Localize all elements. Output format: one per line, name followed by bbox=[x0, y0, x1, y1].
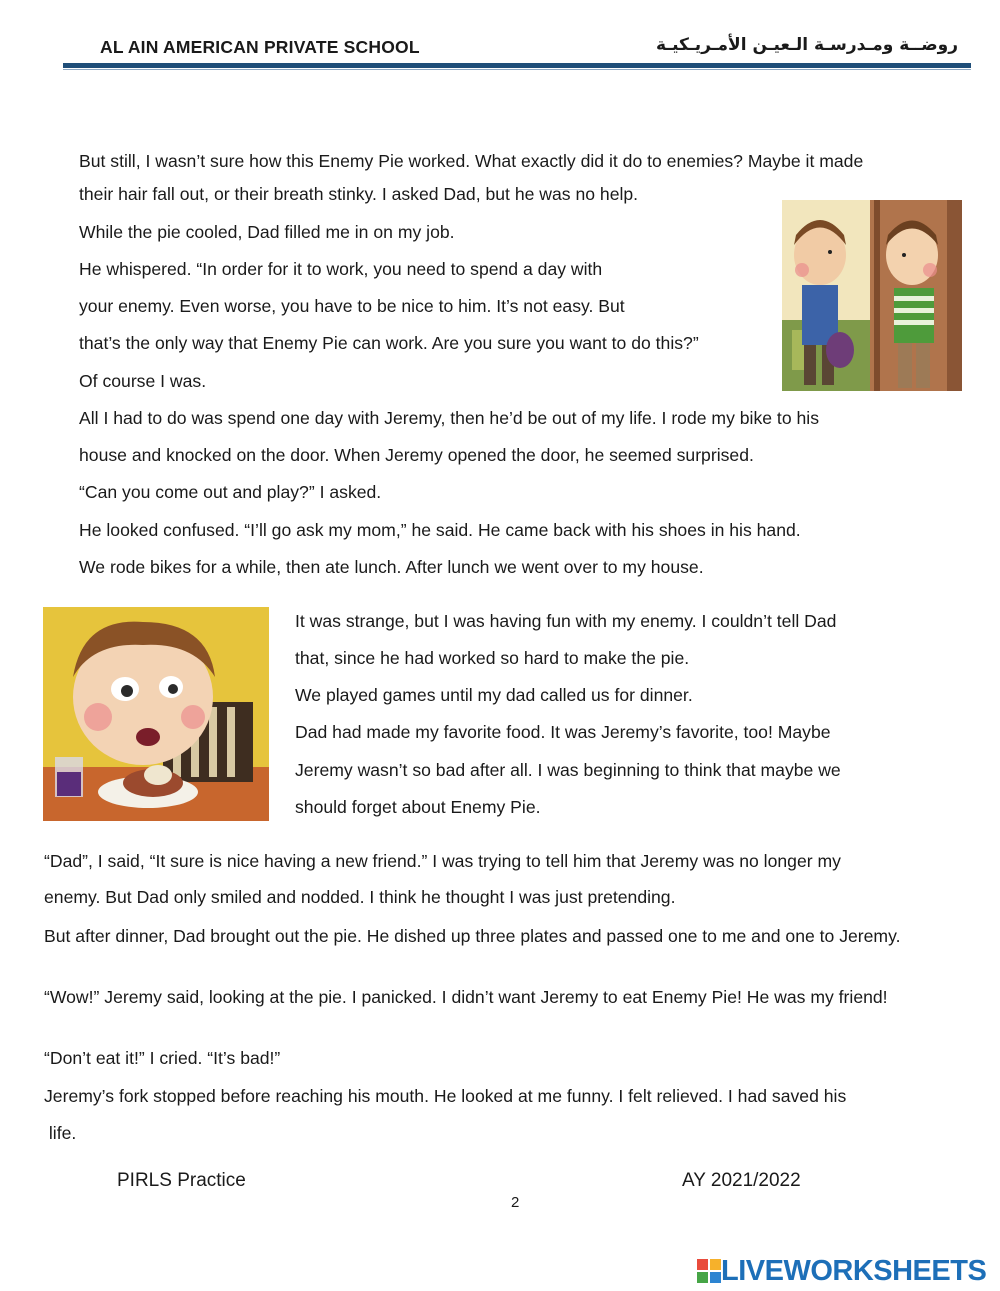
story-line: We played games until my dad called us for dinner. bbox=[295, 685, 693, 705]
story-line: Jeremy wasn’t so bad after all. I was beginning to think that maybe we bbox=[295, 760, 841, 780]
story-line: While the pie cooled, Dad filled me in on my job. bbox=[79, 222, 455, 242]
illustration-boys-at-door bbox=[782, 200, 962, 391]
story-line: life. bbox=[44, 1123, 77, 1143]
illustration-boy-eating bbox=[43, 607, 269, 821]
liveworksheets-logo bbox=[697, 1256, 986, 1286]
story-line: Of course I was. bbox=[79, 371, 207, 391]
story-line: that, since he had worked so hard to make the pie. bbox=[295, 648, 690, 668]
footer-title: PIRLS Practice bbox=[117, 1170, 246, 1191]
school-name-english: AL AIN AMERICAN PRIVATE SCHOOL bbox=[100, 37, 420, 57]
story-line: But still, I wasn’t sure how this Enemy Pie worked. What exactly did it do to enemies? Maybe it made bbox=[79, 151, 864, 171]
footer-academic-year: AY 2021/2022 bbox=[682, 1170, 801, 1191]
story-line: Jeremy’s fork stopped before reaching his mouth. He looked at me funny. I felt relieved. I had saved his bbox=[44, 1086, 847, 1106]
header-divider-thin bbox=[63, 69, 971, 70]
story-line: their hair fall out, or their breath stinky. I asked Dad, but he was no help. bbox=[79, 184, 639, 204]
story-line: “Dad”, I said, “It sure is nice having a new friend.” I was trying to tell him that Jeremy was no longer my bbox=[44, 851, 841, 871]
story-line: your enemy. Even worse, you have to be nice to him. It’s not easy. But bbox=[79, 296, 625, 316]
header-divider bbox=[63, 63, 971, 68]
story-line: He looked confused. “I’ll go ask my mom,” he said. He came back with his shoes in his hand. bbox=[79, 520, 801, 540]
story-line: It was strange, but I was having fun with my enemy. I couldn’t tell Dad bbox=[295, 611, 837, 631]
story-paragraph: But after dinner, Dad brought out the pie. He dished up three plates and passed one to me and one to Jeremy. bbox=[44, 926, 901, 946]
story-line: that’s the only way that Enemy Pie can work. Are you sure you want to do this?” bbox=[79, 333, 699, 353]
story-line: All I had to do was spend one day with Jeremy, then he’d be out of my life. I rode my bike to his bbox=[79, 408, 819, 428]
story-line: enemy. But Dad only smiled and nodded. I think he thought I was just pretending. bbox=[44, 887, 676, 907]
brand-name: LIVEWORKSHEETS bbox=[721, 1254, 987, 1287]
story-line: “Can you come out and play?” I asked. bbox=[79, 482, 382, 502]
school-name-arabic: روضــة ومـدرسـة الـعيـن الأمـريـكيـة bbox=[655, 35, 958, 55]
story-line: We rode bikes for a while, then ate lunch. After lunch we went over to my house. bbox=[79, 557, 704, 577]
story-line: should forget about Enemy Pie. bbox=[295, 797, 541, 817]
page-number: 2 bbox=[511, 1194, 520, 1211]
story-paragraph: “Wow!” Jeremy said, looking at the pie. I panicked. I didn’t want Jeremy to eat Enemy Pie! He was my friend! bbox=[44, 987, 888, 1007]
story-line: He whispered. “In order for it to work, you need to spend a day with bbox=[79, 259, 603, 279]
story-line: Dad had made my favorite food. It was Jeremy’s favorite, too! Maybe bbox=[295, 722, 831, 742]
story-line: “Don’t eat it!” I cried. “It’s bad!” bbox=[44, 1048, 281, 1068]
liveworksheets-blocks-icon bbox=[697, 1259, 721, 1283]
story-line: house and knocked on the door. When Jeremy opened the door, he seemed surprised. bbox=[79, 445, 754, 465]
